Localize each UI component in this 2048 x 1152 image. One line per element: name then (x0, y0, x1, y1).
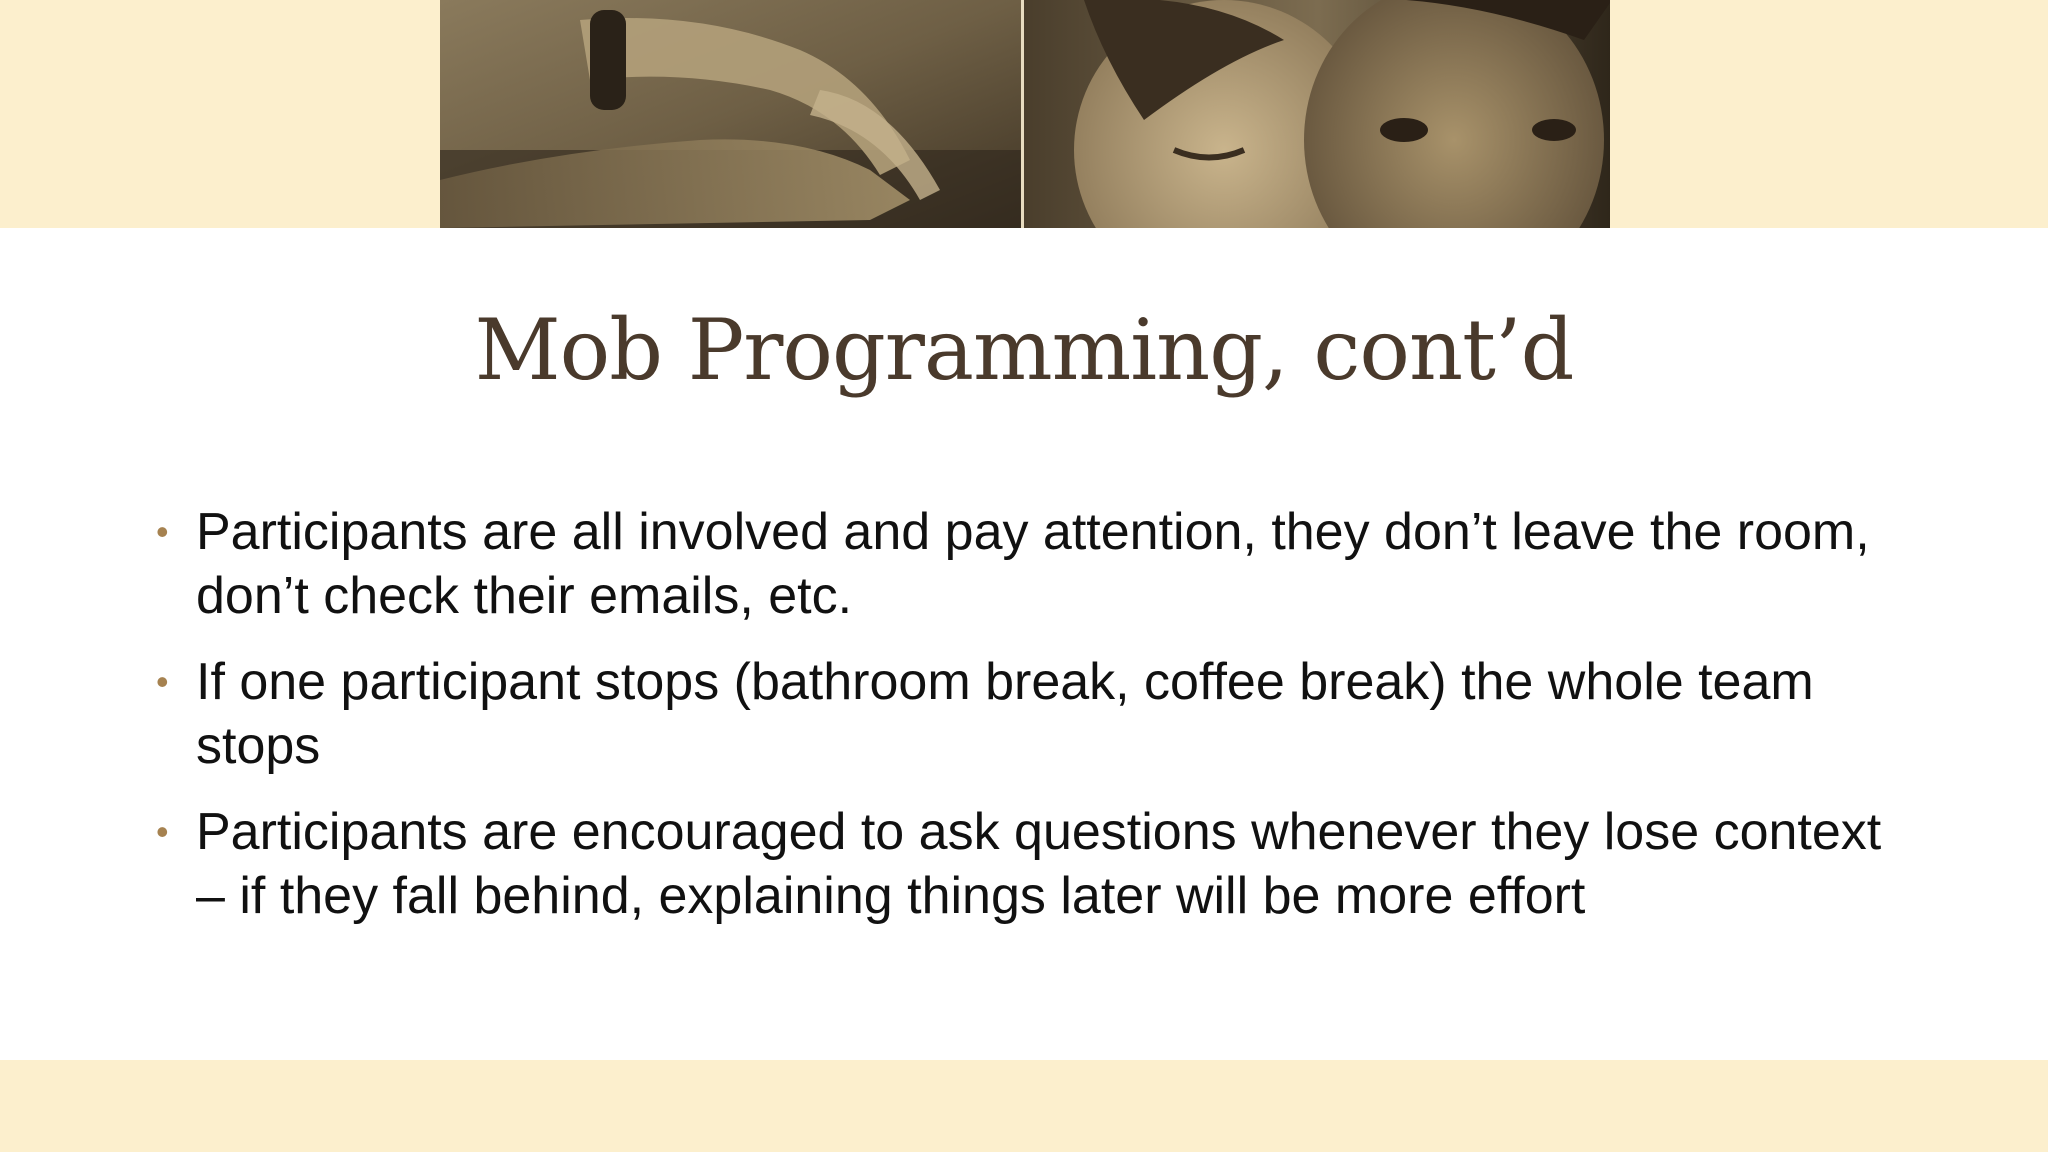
bullet-marker: • (156, 661, 169, 702)
two-faces-photo (1021, 0, 1611, 228)
bullet-text: Participants are encouraged to ask questions whenever they lose context – if they fall behind, explaining things later will be more effort (196, 803, 1882, 925)
bullet-marker: • (156, 511, 169, 552)
list-item (152, 650, 1912, 778)
slide-title: Mob Programming, cont’d (474, 301, 1574, 399)
bullet-marker: • (156, 811, 169, 852)
bottom-decorative-band (0, 1060, 2048, 1152)
list-item (152, 500, 1912, 628)
hands-on-keyboard-photo (440, 0, 1021, 228)
list-item (152, 800, 1912, 928)
header-photo-strip (440, 0, 1610, 228)
bullet-list (152, 500, 1912, 950)
bullet-text: Participants are all involved and pay attention, they don’t leave the room, don’t check their emails, etc. (196, 503, 1870, 625)
bullet-text: If one participant stops (bathroom break, coffee break) the whole team stops (196, 653, 1814, 775)
